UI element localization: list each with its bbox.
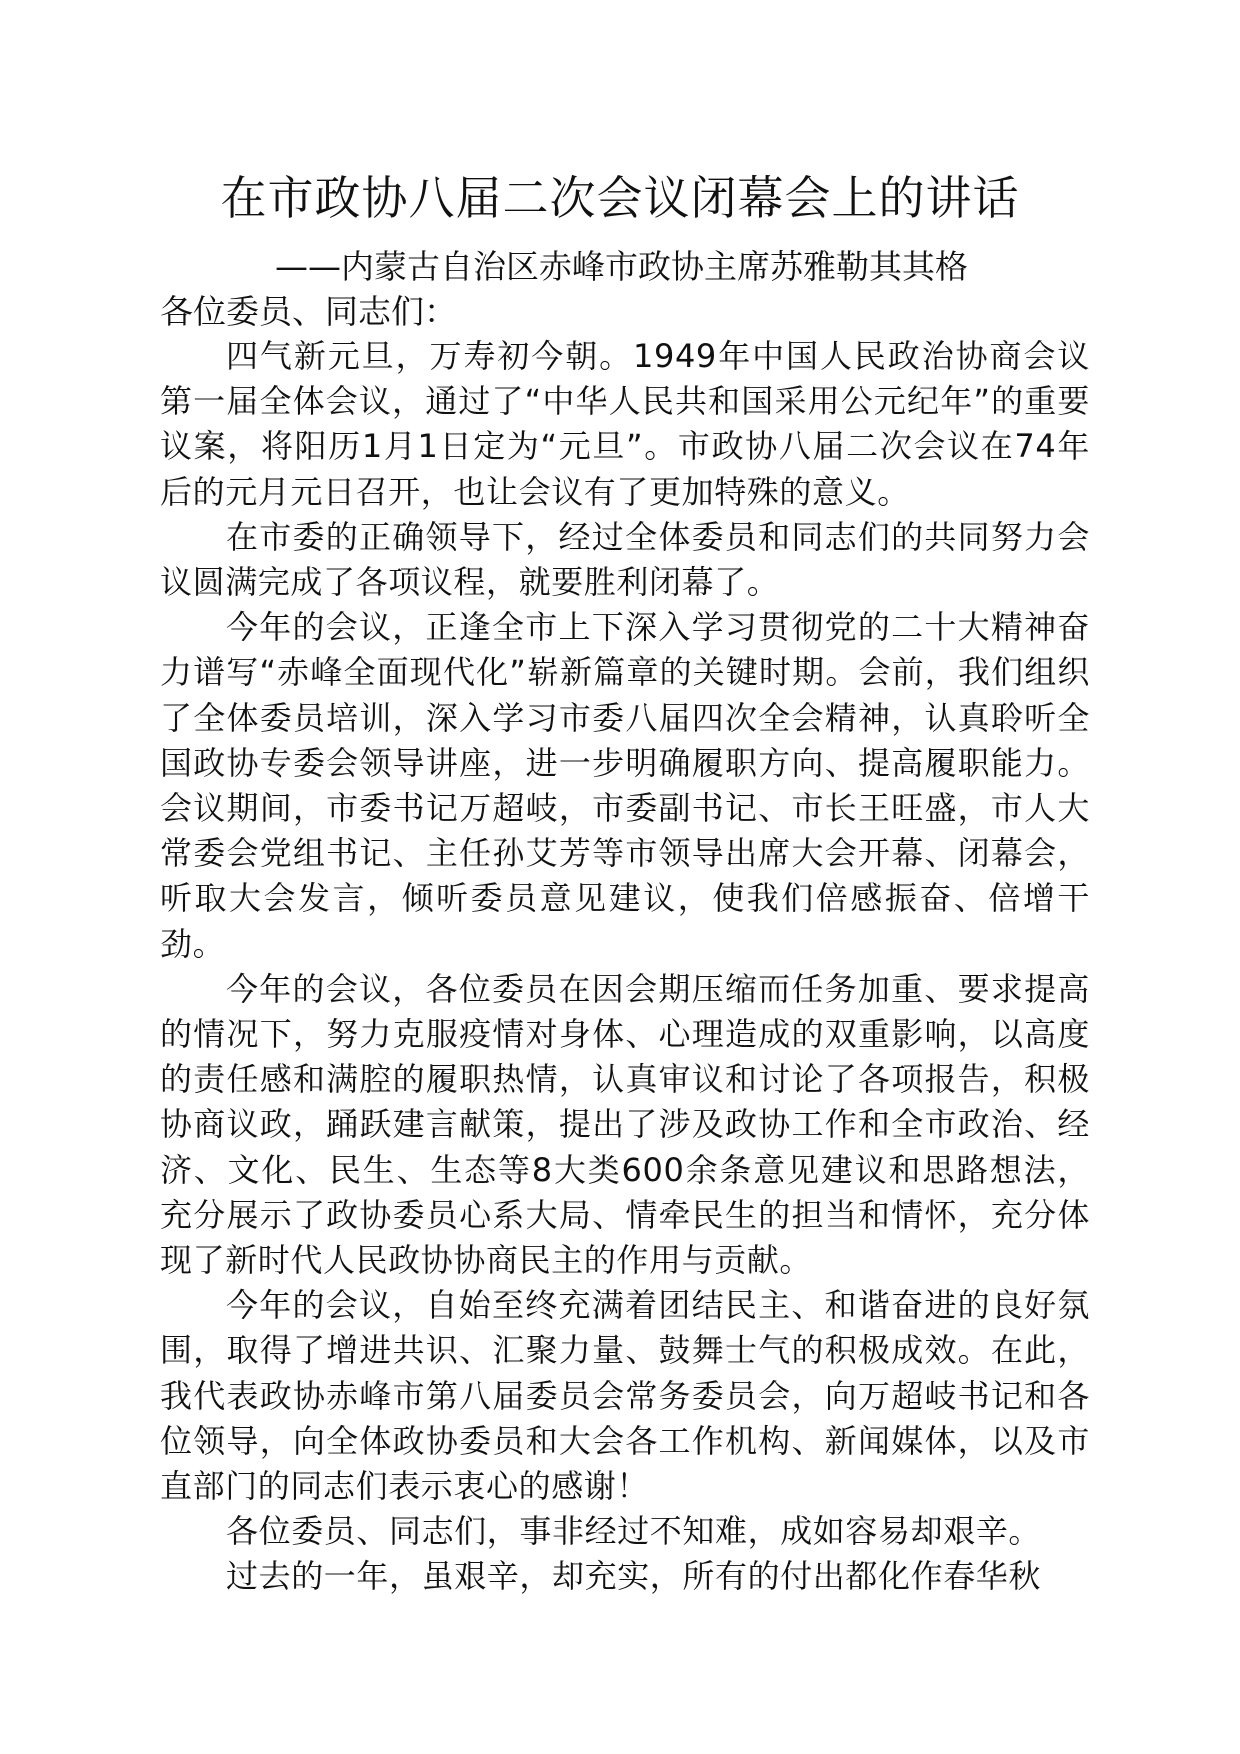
paragraph: 今年的会议，各位委员在因会期压缩而任务加重、要求提高的情况下，努力克服疫情对身体、心理造成的双重影响，以高度的责任感和满腔的履职热情，认真审议和讨论了各项报告，积极协商议政，踊跃建言献策，提出了涉及政协工作和全市政治、经济、文化、民生、生态等8大类600余条意见建议和思路想法，充分展示了政协委员心系大局、情牵民生的担当和情怀，充分体现了新时代人民政协协商民主的作用与贡献。 xyxy=(160,969,1090,1280)
document-subtitle: ——内蒙古自治区赤峰市政协主席苏雅勒其其格 xyxy=(275,247,968,286)
document-body xyxy=(160,334,1090,1600)
paragraph: 四气新元旦，万寿初今朝。1949年中国人民政治协商会议第一届全体会议，通过了“中华人民共和国采用公元纪年”的重要议案，将阳历1月1日定为“元旦”。市政协八届二次会议在74年后的元月元日召开，也让会议有了更加特殊的意义。 xyxy=(160,337,1090,511)
paragraph: 在市委的正确领导下，经过全体委员和同志们的共同努力会议圆满完成了各项议程，就要胜利闭幕了。 xyxy=(160,517,1090,602)
paragraph: 各位委员、同志们，事非经过不知难，成如容易却艰辛。 xyxy=(226,1512,1042,1551)
paragraph: 今年的会议，自始至终充满着团结民主、和谐奋进的良好氛围，取得了增进共识、汇聚力量、鼓舞士气的积极成效。在此，我代表政协赤峰市第八届委员会常务委员会，向万超岐书记和各位领导，向全体政协委员和大会各工作机构、新闻媒体，以及市直部门的同志们表示衷心的感谢！ xyxy=(160,1286,1090,1506)
salutation: 各位委员、同志们： xyxy=(160,292,457,331)
paragraph: 过去的一年，虽艰辛，却充实，所有的付出都化作春华秋 xyxy=(226,1557,1042,1596)
paragraph: 今年的会议，正逢全市上下深入学习贯彻党的二十大精神奋力谱写“赤峰全面现代化”崭新篇章的关键时期。会前，我们组织了全体委员培训，深入学习市委八届四次全会精神，认真聆听全国政协专委会领导讲座，进一步明确履职方向、提高履职能力。会议期间，市委书记万超岐，市委副书记、市长王旺盛，市人大常委会党组书记、主任孙艾芳等市领导出席大会开幕、闭幕会，听取大会发言，倾听委员意见建议，使我们倍感振奋、倍增干劲。 xyxy=(160,608,1090,963)
document-title: 在市政协八届二次会议闭幕会上的讲话 xyxy=(220,171,1020,225)
